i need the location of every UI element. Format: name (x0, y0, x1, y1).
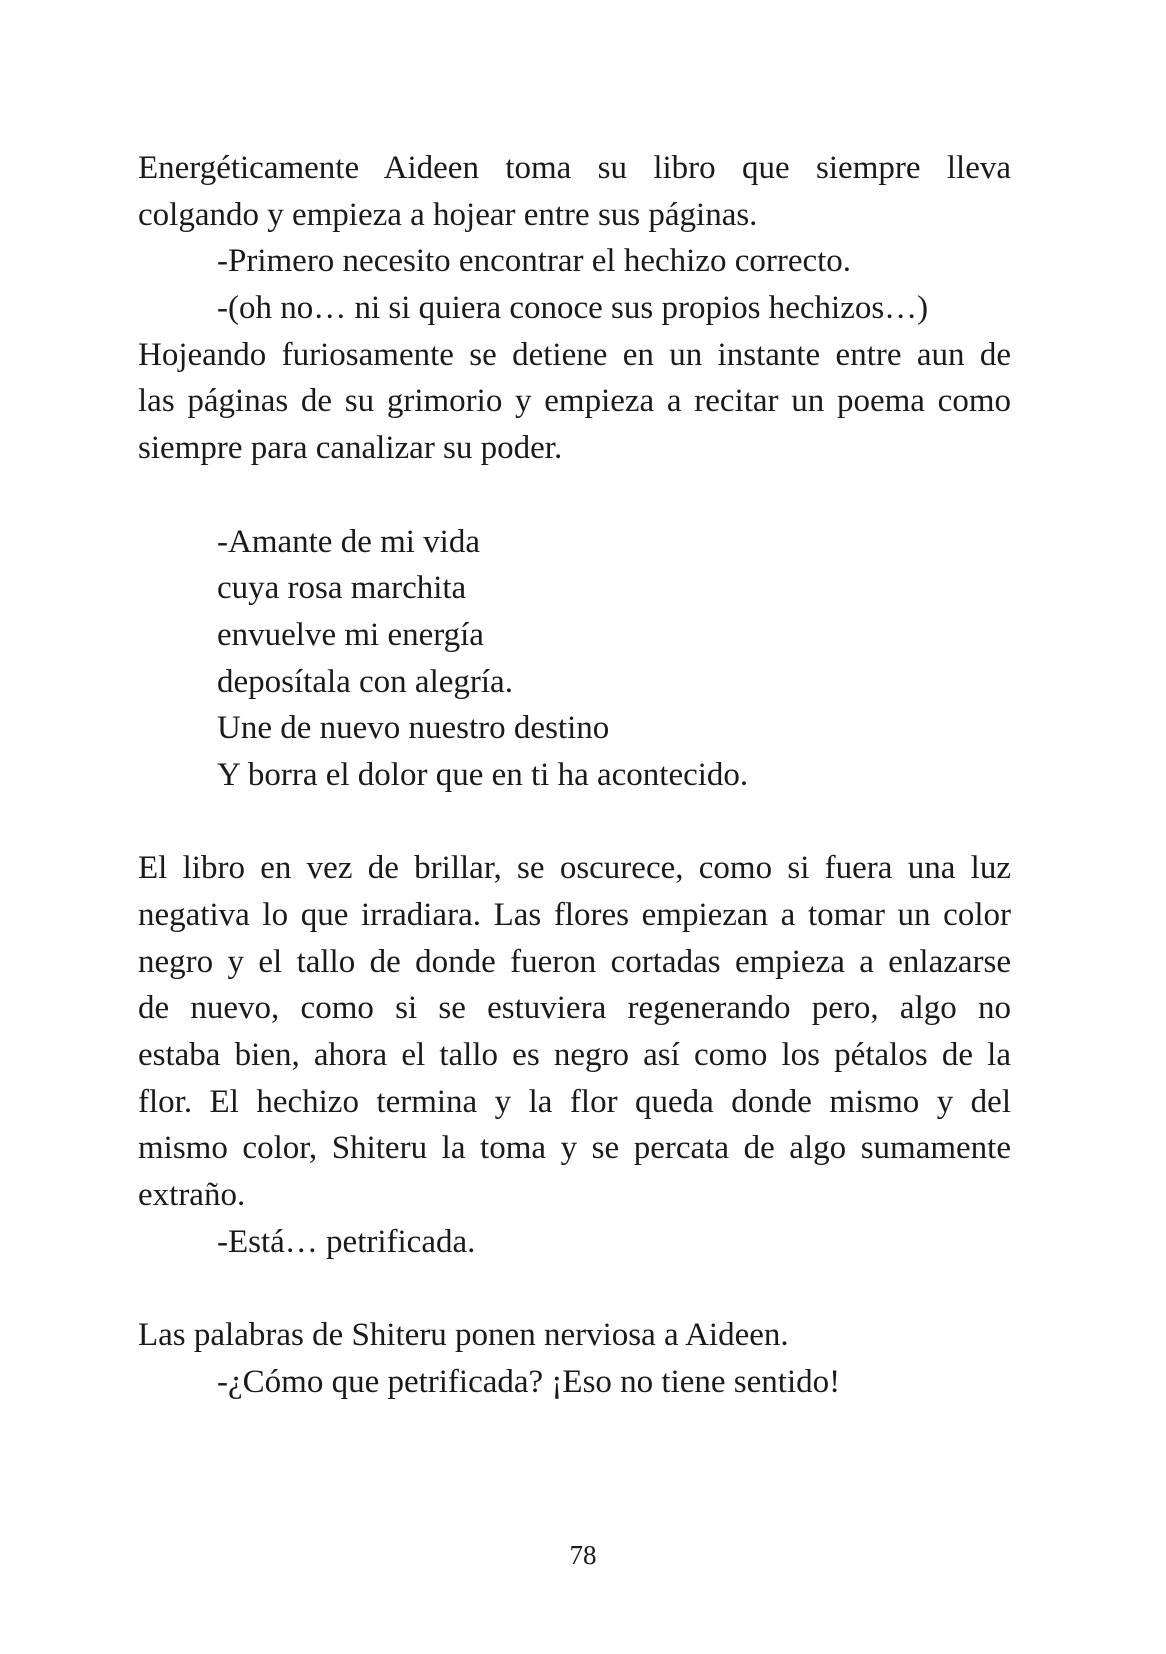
text-line: El libro en vez de brillar, se oscurece, como si fuera una luz (138, 850, 1011, 887)
text-line: extraño. (138, 1177, 246, 1214)
text-line: las páginas de su grimorio y empieza a recitar un poema como (138, 383, 1011, 420)
paragraph-gap (138, 799, 1011, 846)
text-line: colgando y empieza a hojear entre sus páginas. (138, 196, 758, 233)
text-line: Las palabras de Shiteru ponen nerviosa a Aideen. (138, 1317, 789, 1354)
dialogue-line: -(oh no… ni si quiera conoce sus propios hechizos…) (217, 290, 929, 327)
poem-line: cuya rosa marchita (217, 570, 467, 607)
dialogue-line: -Primero necesito encontrar el hechizo correcto. (217, 243, 852, 280)
text-line: Energéticamente Aideen toma su libro que siempre lleva (138, 150, 1011, 186)
dialogue-line: -¿Cómo que petrificada? ¡Eso no tiene sentido! (217, 1363, 841, 1400)
text-line: estaba bien, ahora el tallo es negro así como los pétalos de la (138, 1037, 1011, 1074)
paragraph-gap (138, 1266, 1011, 1313)
poem-line: deposítala con alegría. (217, 663, 513, 700)
poem-line: Y borra el dolor que en ti ha acontecido. (217, 756, 749, 793)
page-body (138, 145, 1011, 1406)
paragraph-gap (138, 472, 1011, 519)
text-line: negativa lo que irradiara. Las flores empiezan a tomar un color (138, 897, 1011, 933)
dialogue-line: -Está… petrificada. (217, 1223, 476, 1260)
text-line: siempre para canalizar su poder. (138, 430, 563, 467)
text-line: Hojeando furiosamente se detiene en un instante entre aun de (138, 336, 1011, 373)
text-line: de nuevo, como si se estuviera regenerando pero, algo no (138, 990, 1011, 1027)
page-number: 78 (569, 1540, 597, 1570)
text-line: mismo color, Shiteru la toma y se percata de algo sumamente (138, 1130, 1011, 1167)
poem-line: Une de nuevo nuestro destino (217, 710, 610, 747)
text-line: negro y el tallo de donde fueron cortadas empieza a enlazarse (138, 943, 1011, 980)
poem-line: -Amante de mi vida (217, 523, 481, 560)
text-line: flor. El hechizo termina y la flor queda donde mismo y del (138, 1083, 1011, 1120)
poem-line: envuelve mi energía (217, 616, 484, 653)
